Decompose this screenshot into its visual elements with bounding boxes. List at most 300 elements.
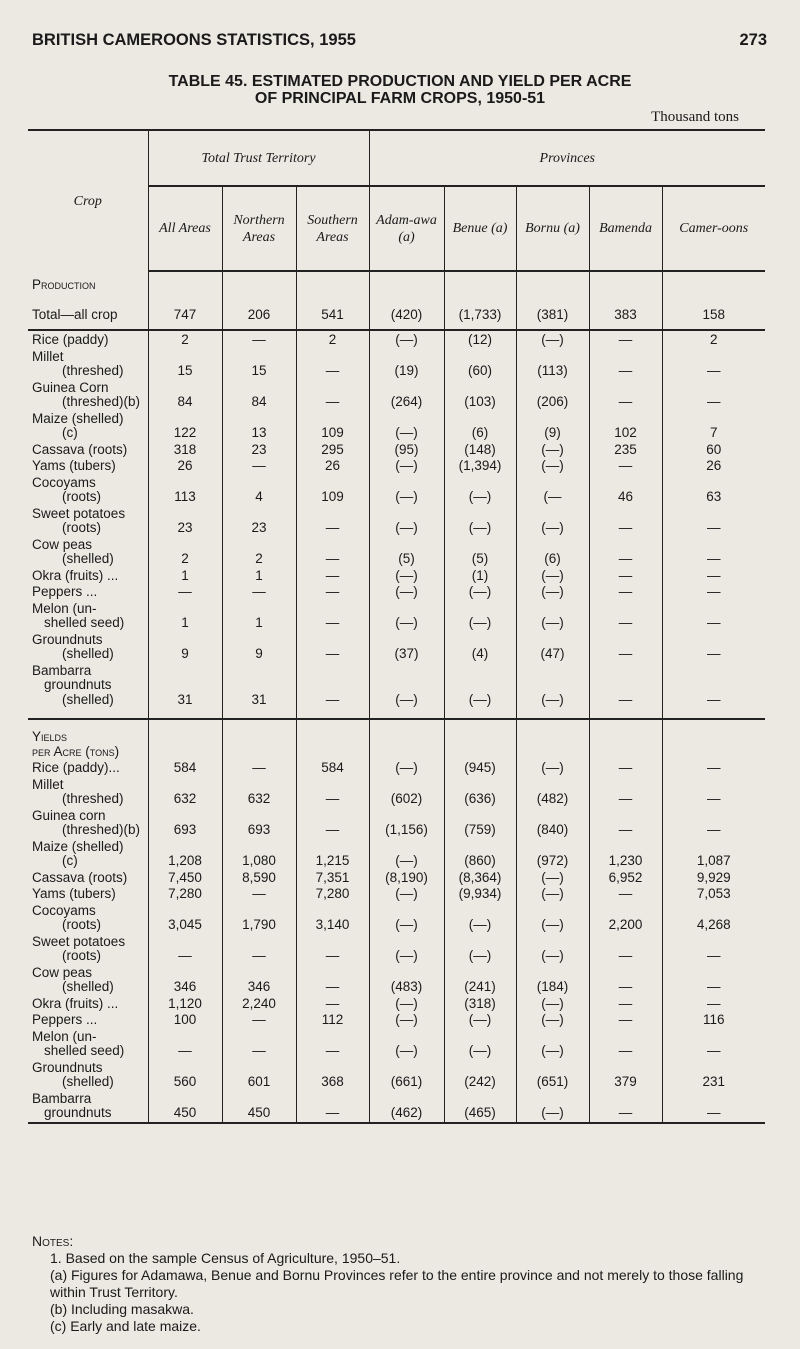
value-cell: — [589,567,662,584]
table-row [28,505,765,536]
value-cell: 113 [148,474,222,505]
value-cell: (9,934) [444,885,516,902]
value-cell: — [662,536,765,567]
spacer-cell [222,719,296,759]
crop-name-line: (shelled) [62,646,114,661]
value-cell: 109 [296,410,369,441]
value-cell: — [296,583,369,600]
value-cell: (—) [369,662,444,720]
spacer-cell [662,719,765,759]
value-cell: (37) [369,631,444,662]
value-cell: (—) [516,583,589,600]
value-cell: (636) [444,776,516,807]
value-cell: — [662,379,765,410]
value-cell: (1,394) [444,457,516,474]
crop-name [28,631,148,662]
value-cell: 1,215 [296,838,369,869]
value-cell: (420) [369,293,444,331]
table-row [28,776,765,807]
spacer-cell [662,271,765,293]
value-cell: — [222,330,296,348]
crop-name-line: Sweet potatoes [32,933,126,949]
table-row [28,567,765,584]
spacer-cell [516,271,589,293]
crop-name-line: groundnuts [44,1105,112,1120]
spacer-cell [222,271,296,293]
crop-name-line: Groundnuts [32,1059,103,1075]
table-row [28,330,765,348]
value-cell: (—) [369,838,444,869]
value-cell: — [589,631,662,662]
spacer-cell [148,719,222,759]
value-cell: (—) [444,505,516,536]
table-row [28,293,765,331]
table-row [28,995,765,1012]
value-cell: (—) [369,600,444,631]
table-units: Thousand tons [651,109,739,125]
notes [32,1233,772,1335]
value-cell: (651) [516,1059,589,1090]
crop-name-line: (c) [62,425,78,440]
crop-name-line: (roots) [62,489,102,504]
note-a: (a) Figures for Adamawa, Benue and Bornu Provinces refer to the entire province and not merely to those falling within Trust Territory. [50,1267,744,1300]
value-cell: — [662,776,765,807]
crop-name [28,293,148,331]
value-cell: (—) [369,410,444,441]
crop-name-line: Peppers ... [32,1012,98,1027]
value-cell: (— [516,474,589,505]
value-cell: (1) [444,567,516,584]
crop-name-line: Guinea Corn [32,379,109,395]
value-cell: 346 [222,964,296,995]
value-cell: — [589,1011,662,1028]
value-cell: 2 [296,330,369,348]
value-cell: (—) [444,600,516,631]
production-label-line: Production [32,277,96,292]
value-cell: — [296,964,369,995]
value-cell: (4) [444,631,516,662]
crop-name-line: Bambarra [32,1090,92,1106]
value-cell: (8,364) [444,869,516,886]
yields-label-line: per Acre (tons) [32,743,120,759]
value-cell: 60 [662,441,765,458]
crop-name [28,807,148,838]
value-cell: (—) [516,457,589,474]
value-cell: (148) [444,441,516,458]
crop-column-header: Crop [28,130,148,271]
value-cell: 84 [148,379,222,410]
column-header-4: Benue (a) [444,186,516,271]
value-cell: (—) [516,869,589,886]
crop-name [28,964,148,995]
value-cell: 2 [222,536,296,567]
crop-name-line: (threshed)(b) [62,394,141,409]
value-cell: 601 [222,1059,296,1090]
crop-name-line: shelled seed) [44,1043,125,1058]
value-cell: (462) [369,1090,444,1123]
value-cell: (—) [369,995,444,1012]
value-cell: — [296,995,369,1012]
value-cell: (—) [516,995,589,1012]
crop-name-line: Rice (paddy) [32,332,109,347]
value-cell: (—) [444,1011,516,1028]
production-yield-table [28,129,765,1124]
table-row [28,474,765,505]
value-cell: — [222,583,296,600]
crop-name-line: (roots) [62,520,102,535]
value-cell: (9) [516,410,589,441]
value-cell: (6) [516,536,589,567]
provinces-header: Provinces [369,130,765,186]
value-cell: — [296,933,369,964]
value-cell: — [296,536,369,567]
value-cell: 26 [296,457,369,474]
value-cell: 4,268 [662,902,765,933]
value-cell: 23 [222,441,296,458]
value-cell: 63 [662,474,765,505]
page-number: 273 [739,31,767,49]
crop-name-line: Maize (shelled) [32,838,124,854]
value-cell: — [148,583,222,600]
column-header-5: Bornu (a) [516,186,589,271]
value-cell: (—) [369,583,444,600]
value-cell: 295 [296,441,369,458]
crop-name [28,505,148,536]
value-cell: (—) [444,902,516,933]
value-cell: 31 [222,662,296,720]
value-cell: (—) [369,902,444,933]
value-cell: 9 [148,631,222,662]
crop-name-line: Peppers ... [32,584,98,599]
crop-name [28,1028,148,1059]
value-cell: 26 [662,457,765,474]
crop-name [28,330,148,348]
value-cell: — [662,662,765,720]
table-title-line-2: OF PRINCIPAL FARM CROPS, 1950-51 [254,90,546,107]
column-header-1: Northern Areas [222,186,296,271]
value-cell: 318 [148,441,222,458]
value-cell: 84 [222,379,296,410]
yields-label-row [28,719,765,759]
table-row [28,348,765,379]
value-cell: 747 [148,293,222,331]
value-cell: — [589,776,662,807]
crop-name [28,885,148,902]
crop-name-line: Sweet potatoes [32,505,126,521]
column-header-0: All Areas [148,186,222,271]
crop-name-line: Cow peas [32,536,93,552]
value-cell: 693 [148,807,222,838]
table-row [28,379,765,410]
value-cell: (—) [369,457,444,474]
value-cell: 2 [148,330,222,348]
value-cell: — [296,348,369,379]
value-cell: — [296,505,369,536]
value-cell: (242) [444,1059,516,1090]
crop-name [28,474,148,505]
value-cell: (103) [444,379,516,410]
value-cell: 1,208 [148,838,222,869]
note-c: (c) Early and late maize. [50,1318,201,1334]
crop-name-line: (threshed) [62,791,124,806]
value-cell: — [662,348,765,379]
table-title-line-1: TABLE 45. ESTIMATED PRODUCTION AND YIELD PER ACRE [168,73,632,90]
value-cell: (8,190) [369,869,444,886]
crop-name-line: Melon (un- [32,1028,97,1044]
value-cell: (483) [369,964,444,995]
value-cell: 1,087 [662,838,765,869]
crop-name [28,933,148,964]
crop-name-line: (c) [62,853,78,868]
value-cell: — [222,1028,296,1059]
crop-name-line: (shelled) [62,551,114,566]
value-cell: (—) [516,567,589,584]
value-cell: 560 [148,1059,222,1090]
value-cell: 3,045 [148,902,222,933]
value-cell: 7,351 [296,869,369,886]
value-cell: 15 [148,348,222,379]
value-cell: — [296,1028,369,1059]
value-cell: — [222,457,296,474]
crop-name [28,567,148,584]
value-cell: 109 [296,474,369,505]
table-row [28,600,765,631]
value-cell: 7,280 [296,885,369,902]
value-cell: — [222,759,296,776]
crop-name [28,776,148,807]
value-cell: (—) [369,567,444,584]
crop-name-line: Cocoyams [32,902,96,918]
table-row [28,1011,765,1028]
table-row [28,933,765,964]
table-header [28,130,765,271]
value-cell: (318) [444,995,516,1012]
value-cell: 231 [662,1059,765,1090]
value-cell: 632 [222,776,296,807]
crop-name-line: (shelled) [62,1074,114,1089]
value-cell: (—) [444,1028,516,1059]
spacer-cell [296,271,369,293]
value-cell: (—) [516,441,589,458]
crop-name [28,838,148,869]
crop-name [28,869,148,886]
crop-name-line: Yams (tubers) [32,458,116,473]
crop-name [28,759,148,776]
column-header-7: Camer-oons [662,186,765,271]
crop-name [28,348,148,379]
crop-name-line: shelled seed) [44,615,125,630]
table-row [28,1028,765,1059]
value-cell: (—) [516,902,589,933]
value-cell: (1,156) [369,807,444,838]
value-cell: — [662,933,765,964]
total-trust-territory-header: Total Trust Territory [148,130,369,186]
value-cell: 102 [589,410,662,441]
crop-name-line: Guinea corn [32,807,106,823]
value-cell: — [589,600,662,631]
value-cell: — [662,505,765,536]
value-cell: (—) [516,1028,589,1059]
value-cell: (12) [444,330,516,348]
running-head-title: BRITISH CAMEROONS STATISTICS, 1955 [32,31,356,49]
value-cell: — [589,330,662,348]
value-cell: 383 [589,293,662,331]
table-row [28,1059,765,1090]
table-row [28,838,765,869]
value-cell: (972) [516,838,589,869]
value-cell: (759) [444,807,516,838]
crop-name-line: Bambarra [32,662,92,678]
value-cell: — [589,348,662,379]
value-cell: 1 [148,567,222,584]
value-cell: 541 [296,293,369,331]
spacer-cell [148,271,222,293]
value-cell: (47) [516,631,589,662]
value-cell: 1,120 [148,995,222,1012]
value-cell: 46 [589,474,662,505]
table-row [28,902,765,933]
value-cell: (602) [369,776,444,807]
value-cell: (206) [516,379,589,410]
crop-name-line: Cassava (roots) [32,441,128,457]
value-cell: — [662,964,765,995]
column-header-3: Adam-awa (a) [369,186,444,271]
value-cell: 7,053 [662,885,765,902]
value-cell: (60) [444,348,516,379]
production-label-row [28,271,765,293]
value-cell: (—) [516,885,589,902]
crop-name [28,662,148,720]
value-cell: (381) [516,293,589,331]
value-cell: — [296,567,369,584]
value-cell: 9 [222,631,296,662]
value-cell: 7,280 [148,885,222,902]
value-cell: 26 [148,457,222,474]
value-cell: — [662,1028,765,1059]
crop-name [28,583,148,600]
value-cell: 450 [148,1090,222,1123]
table-row [28,964,765,995]
value-cell: — [662,600,765,631]
crop-name [28,600,148,631]
yields-section-label [28,719,148,759]
spacer-cell [444,719,516,759]
value-cell: (—) [516,1090,589,1123]
table-row [28,759,765,776]
value-cell: 2,240 [222,995,296,1012]
value-cell: — [662,1090,765,1123]
value-cell: (—) [516,933,589,964]
value-cell: 450 [222,1090,296,1123]
value-cell: — [296,1090,369,1123]
crop-name-line: (shelled) [62,979,114,994]
crop-name-line: Okra (fruits) ... [32,995,119,1011]
value-cell: — [296,776,369,807]
value-cell: — [589,807,662,838]
value-cell: 1 [148,600,222,631]
value-cell: — [589,583,662,600]
column-header-6: Bamenda [589,186,662,271]
value-cell: — [296,379,369,410]
value-cell: 7,450 [148,869,222,886]
table-row [28,631,765,662]
value-cell: — [589,964,662,995]
value-cell: 31 [148,662,222,720]
value-cell: 13 [222,410,296,441]
value-cell: 122 [148,410,222,441]
value-cell: (—) [516,505,589,536]
value-cell: — [148,933,222,964]
value-cell: — [296,662,369,720]
value-cell: — [662,631,765,662]
value-cell: (—) [444,933,516,964]
spacer-cell [369,271,444,293]
value-cell: (5) [369,536,444,567]
crop-name-line: (threshed) [62,363,124,378]
crop-name-line: Millet [32,776,64,792]
crop-name-line: Total—all crop [32,306,118,322]
value-cell: 23 [148,505,222,536]
value-cell: 379 [589,1059,662,1090]
crop-name [28,536,148,567]
value-cell: — [222,933,296,964]
value-cell: — [589,536,662,567]
value-cell: (—) [444,474,516,505]
value-cell: 693 [222,807,296,838]
crop-name-line: (shelled) [62,691,114,707]
value-cell: 15 [222,348,296,379]
crop-name [28,1011,148,1028]
crop-name [28,379,148,410]
crop-name-line: (threshed)(b) [62,822,141,837]
value-cell: 7 [662,410,765,441]
value-cell: 100 [148,1011,222,1028]
value-cell: 368 [296,1059,369,1090]
value-cell: — [662,995,765,1012]
value-cell: (—) [369,330,444,348]
value-cell: (5) [444,536,516,567]
value-cell: (19) [369,348,444,379]
crop-name-line: groundnuts [44,677,112,692]
note-b: (b) Including masakwa. [50,1301,194,1317]
crop-name-line: Cow peas [32,964,93,980]
crop-name-line: Cocoyams [32,474,96,490]
value-cell: (—) [369,474,444,505]
value-cell: 2 [148,536,222,567]
value-cell: 1,230 [589,838,662,869]
value-cell: (—) [369,933,444,964]
crop-name [28,995,148,1012]
value-cell: (—) [516,759,589,776]
value-cell: (—) [516,1011,589,1028]
value-cell: 206 [222,293,296,331]
value-cell: 632 [148,776,222,807]
value-cell: 4 [222,474,296,505]
value-cell: 346 [148,964,222,995]
crop-name [28,1090,148,1123]
table-row [28,869,765,886]
value-cell: (465) [444,1090,516,1123]
crop-name-line: Millet [32,348,64,364]
value-cell: (1,733) [444,293,516,331]
value-cell: 1 [222,600,296,631]
value-cell: — [662,759,765,776]
production-section [28,271,765,719]
crop-name [28,441,148,458]
table-row [28,536,765,567]
value-cell: — [589,662,662,720]
value-cell: — [662,567,765,584]
